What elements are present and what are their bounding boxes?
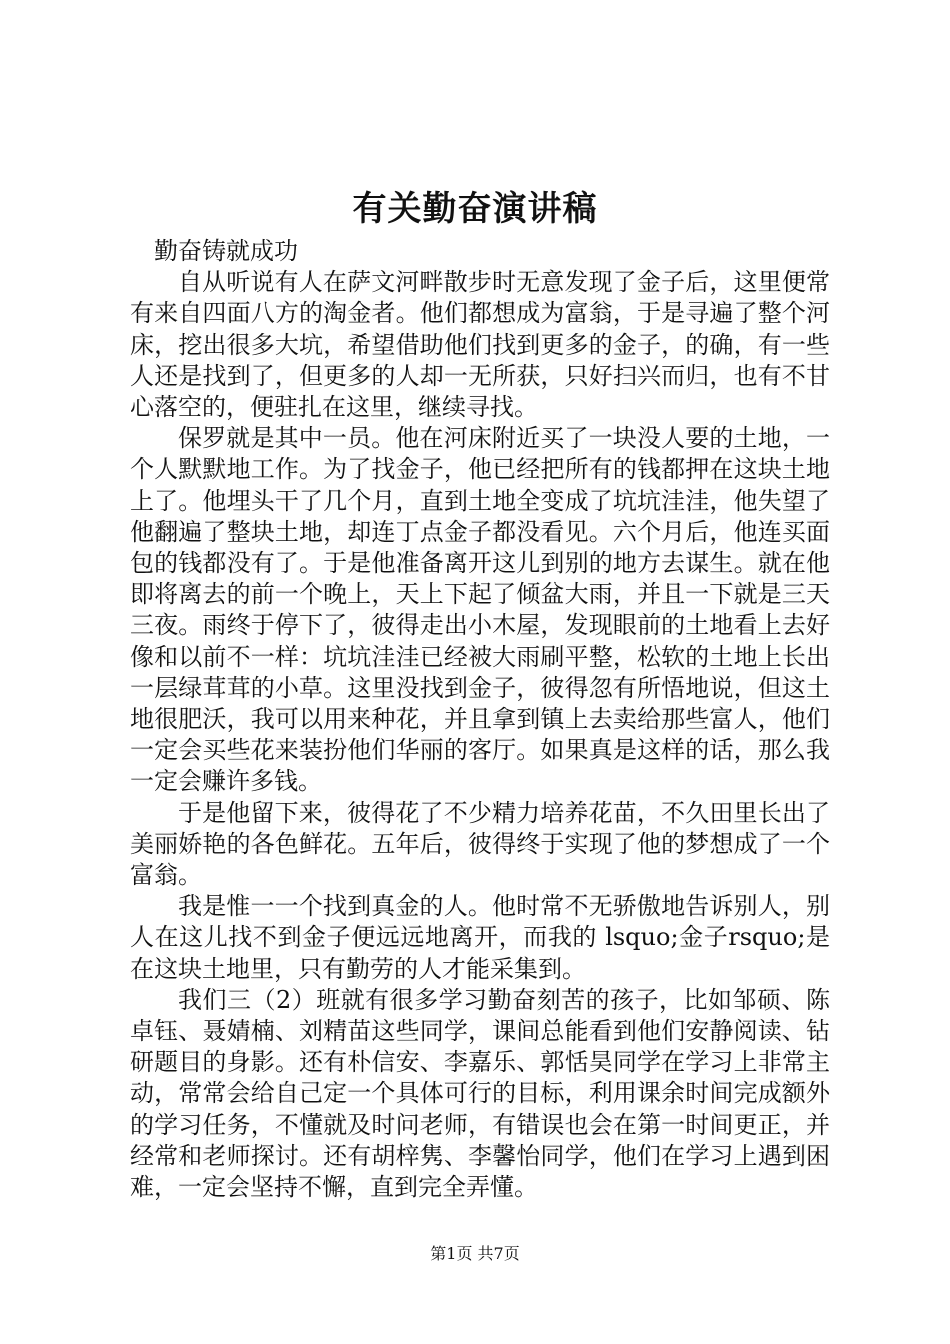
paragraph: 于是他留下来，彼得花了不少精力培养花苗，不久田里长出了美丽娇艳的各色鲜花。五年后，彼得终于实现了他的梦想成了一个富翁。 [130, 798, 830, 890]
paragraph: 自从听说有人在萨文河畔散步时无意发现了金子后，这里便常有来自四面八方的淘金者。他们都想成为富翁，于是寻遍了整个河床，挖出很多大坑，希望借助他们找到更多的金子，的确，有一些人还是找到了，但更多的人却一无所获，只好扫兴而归，也有不甘心落空的，便驻扎在这里，继续寻找。 [130, 268, 830, 422]
page-number-footer: 第1页 共7页 [430, 1244, 520, 1263]
paragraph: 我们三（2）班就有很多学习勤奋刻苦的孩子，比如邹硕、陈卓钰、聂婧楠、刘精苗这些同学，课间总能看到他们安静阅读、钻研题目的身影。还有朴信安、李嘉乐、郭恬昊同学在学习上非常主动，常常会给自己定一个具体可行的目标，利用课余时间完成额外的学习任务，不懂就及时问老师，有错误也会在第一时间更正，并经常和老师探讨。还有胡梓隽、李馨怡同学，他们在学习上遇到困难，一定会坚持不懈，直到完全弄懂。 [130, 985, 830, 1202]
document-subtitle: 勤奋铸就成功 [154, 237, 298, 265]
paragraph: 保罗就是其中一员。他在河床附近买了一块没人要的土地，一个人默默地工作。为了找金子，他已经把所有的钱都押在这块土地上了。他埋头干了几个月，直到土地全变成了坑坑洼洼，他失望了他翻遍了整块土地，却连丁点金子都没看见。六个月后，他连买面包的钱都没有了。于是他准备离开这儿到别的地方去谋生。就在他即将离去的前一个晚上，天上下起了倾盆大雨，并且一下就是三天三夜。雨终于停下了，彼得走出小木屋，发现眼前的土地看上去好像和以前不一样：坑坑洼洼已经被大雨刷平整，松软的土地上长出一层绿茸茸的小草。这里没找到金子，彼得忽有所悟地说，但这土地很肥沃，我可以用来种花，并且拿到镇上去卖给那些富人，他们一定会买些花来装扮他们华丽的客厅。如果真是这样的话，那么我一定会赚许多钱。 [130, 424, 830, 796]
paragraph: 我是惟一一个找到真金的人。他时常不无骄傲地告诉别人，别人在这儿找不到金子便远远地离开，而我的 lsquo;金子rsquo;是在这块土地里，只有勤劳的人才能采集到。 [130, 892, 830, 983]
document-title: 有关勤奋演讲稿 [352, 189, 598, 229]
document-body [130, 236, 830, 1203]
